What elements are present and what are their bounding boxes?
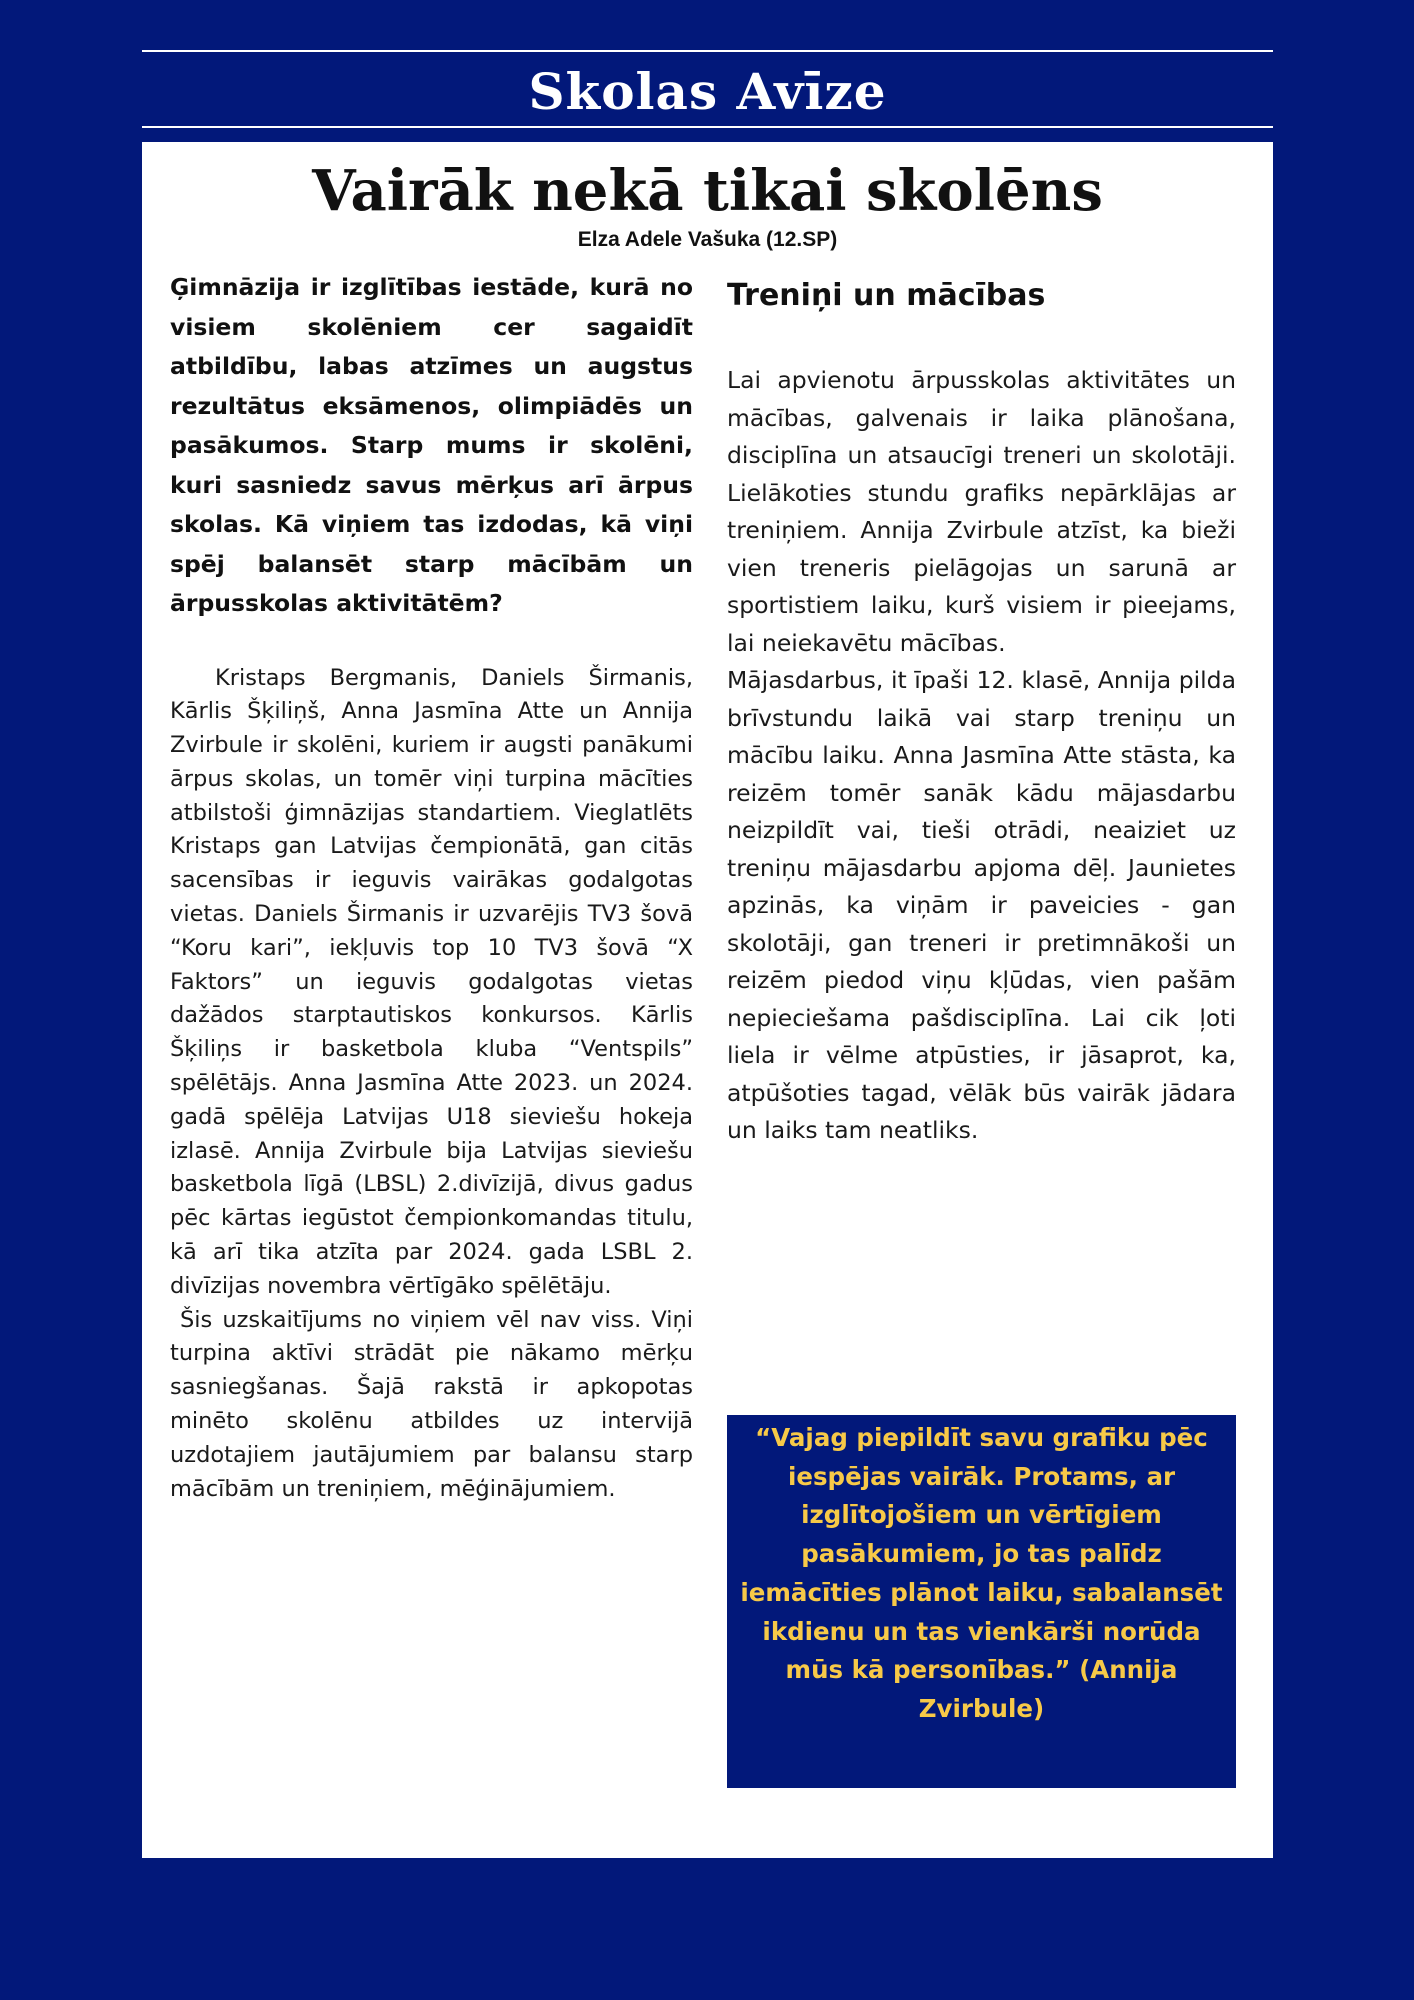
- article-headline: Vairāk nekā tikai skolēns: [312, 158, 1103, 224]
- article-paragraph: Kristaps Bergmanis, Daniels Širmanis, Kārlis Šķiliņš, Anna Jasmīna Atte un Annija Zvirbule ir skolēni, kuriem ir augsti panākumi ārpus skolas, un tomēr viņi turpina mācīties atbilstoši ģimnāzijas standartiem. Vieglatlēts Kristaps gan Latvijas čempionātā, gan citās sacensības ir ieguvis vairākas godalgotas vietas. Daniels Širmanis ir uzvarējis TV3 šovā “Koru kari”, iekļuvis top 10 TV3 šovā “X Faktors” un ieguvis godalgotas vietas dažādos starptautiskos konkursos. Kārlis Šķiliņs ir basketbola kluba “Ventspils” spēlētājs. Anna Jasmīna Atte 2023. un 2024. gadā spēlēja Latvijas U18 sieviešu hokeja izlasē. Annija Zvirbule bija Latvijas sieviešu basketbola līgā (LBSL) 2.divīzijā, divus gadus pēc kārtas iegūstot čempionkomandas titulu, kā arī tika atzīta par 2024. gada LSBL 2. divīzijas novembra vērtīgāko spēlētāju.: [170, 664, 693, 1299]
- article-paragraph: Šis uzskaitījums no viņiem vēl nav viss. Viņi turpina aktīvi strādāt pie nākamo mērķu sasniegšanas. Šajā rakstā ir apkopotas minēto skolēnu atbildes uz intervijā uzdotajiem jautājumiem par balansu starp mācībām un treniņiem, mēģinājumiem.: [170, 1306, 693, 1502]
- article-byline: Elza Adele Vašuka (12.SP): [577, 228, 838, 251]
- masthead-rule-bottom: [142, 126, 1273, 128]
- pull-quote-box: [727, 1415, 1236, 1788]
- right-column: [727, 276, 1236, 1150]
- article-page: [142, 142, 1273, 1858]
- article-paragraph: Mājasdarbus, it īpaši 12. klasē, Annija pilda brīvstundu laikā vai starp treniņu un mācību laiku. Anna Jasmīna Atte stāsta, ka reizēm tomēr sanāk kādu mājasdarbu neizpildīt vai, tieši otrādi, neaiziet uz treniņu mājasdarbu apjoma dēļ. Jaunietes apzinās, ka viņām ir paveicies - gan skolotāji, gan treneri ir pretimnākoši un reizēm piedod viņu kļūdas, vien pašām nepieciešama pašdisciplīna. Lai cik ļoti liela ir vēlme atpūsties, ir jāsaprot, ka, atpūšoties tagad, vēlāk būs vairāk jādara un laiks tam neatliks.: [727, 666, 1236, 1144]
- pull-quote-text: “Vajag piepildīt savu grafiku pēc iespējas vairāk. Protams, ar izglītojošiem un vērtīgiem pasākumiem, jo tas palīdz iemācīties plānot laiku, sabalansēt ikdienu un tas vienkārši norūda mūs kā personības.” (Annija Zvirbule): [740, 1423, 1223, 1723]
- masthead-rule-top: [142, 50, 1273, 52]
- section-heading: Treniņi un mācības: [727, 278, 1046, 313]
- left-column: [170, 268, 693, 1506]
- article-paragraph: Lai apvienotu ārpusskolas aktivitātes un mācības, galvenais ir laika plānošana, disciplīna un atsaucīgi treneri un skolotāji. Lielākoties stundu grafiks nepārklājas ar treniņiem. Annija Zvirbule atzīst, ka bieži vien treneris pielāgojas un sarunā ar sportistiem laiku, kurš visiem ir pieejams, lai neiekavētu mācības.: [727, 366, 1236, 657]
- masthead-title: Skolas Avīze: [528, 62, 887, 121]
- article-lead: Ģimnāzija ir izglītības iestāde, kurā no visiem skolēniem cer sagaidīt atbildību, labas atzīmes un augstus rezultātus eksāmenos, olimpiādēs un pasākumos. Starp mums ir skolēni, kuri sasniedz savus mērķus arī ārpus skolas. Kā viņiem tas izdodas, kā viņi spēj balansēt starp mācībām un ārpusskolas aktivitātēm?: [170, 273, 693, 617]
